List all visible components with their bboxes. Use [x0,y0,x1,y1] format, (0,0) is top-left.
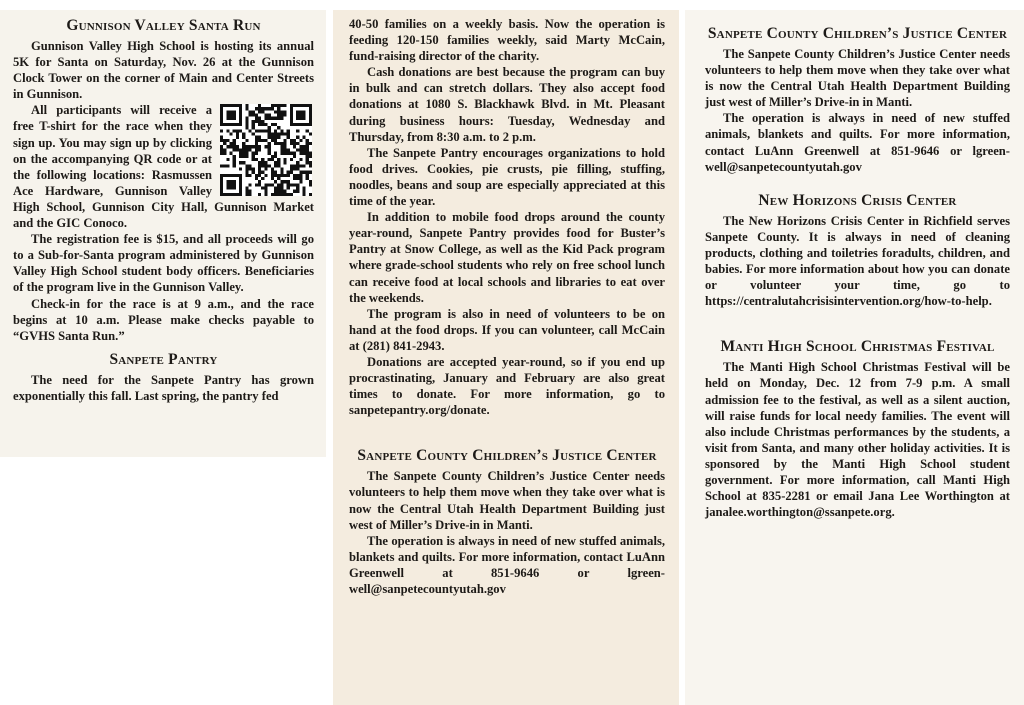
headline-justice-center: Sanpete County Children’s Justice Center [707,25,1008,42]
headline-santa-run: Gunnison Valley Santa Run [66,17,261,34]
santa-run-paragraph: The registration fee is $15, and all proceeds will go to a Sub-for-Santa program administered by Gunnison Valley High School student body officers. Beneficiaries of the program live in the Gunnison Valley. [13,232,314,295]
christmas-festival-paragraph: The Manti High School Christmas Festival will be held on Monday, Dec. 12 from 7-9 p.m. A small admission fee to the festival, as well as a silent auction, will raise funds for local needy families. The event will also include Christmas performances by the students, a visit from Santa, and many other holiday activities. It is sponsored by the Manti High School student government. For more information, call Manti High School at 835-2281 or email Jana Lee Worthington at janalee.worthington@ssanpete.org. [705,360,1010,520]
headline-new-horizons: New Horizons Crisis Center [758,191,957,209]
justice-center-paragraph: The operation is always in need of new stuffed animals, blankets and quilts. For more information, contact LuAnn Greenwell at 851-9646 or lgreenwell@sanpetecountyutah.gov [705,111,1010,174]
headline-christmas-festival: Manti High School Christmas Festival [720,338,995,356]
justice-center-paragraph: The Sanpete County Children’s Justice Center needs volunteers to help them move when they take over what is now the Central Utah Health Department Building just west of Miller’s Drive-in in Manti. [705,47,1010,110]
clipping-sanpete-pantry-continued [333,10,679,705]
santa-run-paragraph: All participants will receive a free T-shirt for the race when they sign up. You may sign up by clicking on the accompanying QR code or at the following locations: Rasmussen Ace Hardware, Gunnison Valley High School, Gunnison City Hall, Gunnison Market and the GIC Conoco. [13,103,314,231]
santa-run-paragraph: Check-in for the race is at 9 a.m., and the race begins at 10 a.m. Please make checks payable to “GVHS Santa Run.” [13,296,314,343]
headline-justice-center: Sanpete County Children’s Justice Center [357,447,657,465]
headline-sanpete-pantry: Sanpete Pantry [109,350,218,368]
justice-center-paragraph: The Sanpete County Children’s Justice Center needs volunteers to help them move when they take over what is now the Central Utah Health Department Building just west of Miller’s Drive-in in Manti. [349,469,665,532]
qr-code-icon[interactable] [220,104,312,196]
pantry-paragraph: The Sanpete Pantry encourages organizations to hold food drives. Cookies, pie crusts, pie filling, stuffing, noodles, beans and soup are especially appreciated at this time of the year. [349,145,665,209]
clipping-santa-run [0,10,326,457]
sanpete-pantry-paragraph: The need for the Sanpete Pantry has grown exponentially this fall. Last spring, the pantry fed [13,372,314,403]
new-horizons-paragraph: The New Horizons Crisis Center in Richfield serves Sanpete County. It is always in need of cleaning products, clothing and toiletries foradults, children, and babies. For more information about how you can donate or volunteer your time, go to https://centralutahcrisisintervention.org/how-to-help. [705,213,1010,309]
pantry-paragraph: In addition to mobile food drops around the county year-round, Sanpete Pantry provides food for Buster’s Pantry at Snow College, as well as the Kid Pack program where grade-school students who rely on free school lunch can receive food at local schools and libraries to eat over the weekends. [349,210,665,305]
pantry-paragraph: Cash donations are best because the program can buy in bulk and can stretch dollars. They also accept food donations at 1080 S. Blackhawk Blvd. in Mt. Pleasant during business hours: Tuesday, Wednesday and Thursday, from 8:30 a.m. to 2 p.m. [349,65,665,144]
pantry-paragraph: The program is also in need of volunteers to be on hand at the food drops. If you can volunteer, call McCain at (281) 841-2943. [349,306,665,353]
justice-center-paragraph: The operation is always in need of new stuffed animals, blankets and quilts. For more information, contact LuAnn Greenwell at 851-9646 or lgreenwell@sanpetecountyutah.gov [349,533,665,596]
santa-run-paragraph: Gunnison Valley High School is hosting its annual 5K for Santa on Saturday, Nov. 26 at the Gunnison Clock Tower on the corner of Main and Center Streets in Gunnison. [13,39,314,102]
pantry-paragraph: Donations are accepted year-round, so if you end up procrastinating, January and February are also great times to donate. For more information, go to sanpetepantry.org/donate. [349,354,665,418]
pantry-paragraph: 40-50 families on a weekly basis. Now the operation is feeding 120-150 families weekly, said Marty McCain, fund-raising director of the charity. [349,17,665,64]
clipping-community-events [685,10,1024,705]
